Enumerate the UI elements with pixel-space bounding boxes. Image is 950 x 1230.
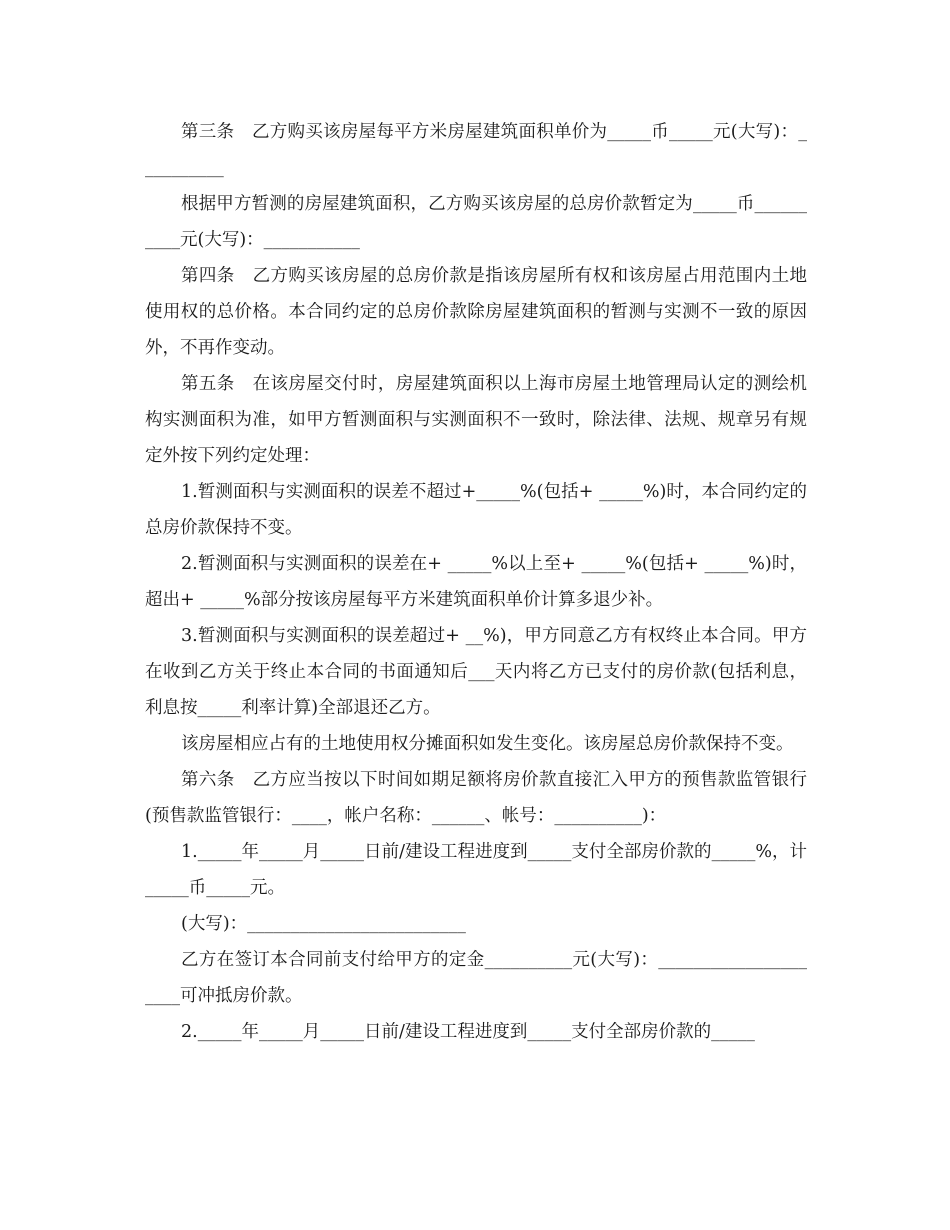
paragraph-article-3: 第三条 乙方购买该房屋每平方米房屋建筑面积单价为_____币_____元(大写)：__________ bbox=[145, 122, 807, 178]
paragraph-deposit: 乙方在签订本合同前支付给甲方的定金__________元(大写)：_____________________可冲抵房价款。 bbox=[145, 950, 807, 1006]
paragraph-clause-5-2: 2.暂测面积与实测面积的误差在+ _____%以上至+ _____%(包括+ _____%)时，超出+ _____%部分按该房屋每平方米建筑面积单价计算多退少补。 bbox=[145, 554, 807, 610]
paragraph-payment-2: 2._____年_____月_____日前/建设工程进度到_____支付全部房价款的_____ bbox=[181, 1022, 755, 1042]
paragraph-article-6: 第六条 乙方应当按以下时间如期足额将房价款直接汇入甲方的预售款监管银行(预售款监管银行：____，帐户名称：______、帐号：__________)： bbox=[145, 770, 807, 826]
paragraph-payment-1: 1._____年_____月_____日前/建设工程进度到_____支付全部房价款的_____%，计_____币_____元。 bbox=[145, 842, 807, 898]
paragraph-article-5: 第五条 在该房屋交付时，房屋建筑面积以上海市房屋土地管理局认定的测绘机构实测面积为准，如甲方暂测面积与实测面积不一致时，除法律、法规、规章另有规定外按下列约定处理： bbox=[145, 374, 807, 466]
contract-body bbox=[145, 114, 807, 1050]
paragraph-article-4: 第四条 乙方购买该房屋的总房价款是指该房屋所有权和该房屋占用范围内土地使用权的总价格。本合同约定的总房价款除房屋建筑面积的暂测与实测不一致的原因外，不再作变动。 bbox=[145, 266, 807, 358]
paragraph-total-price-estimate: 根据甲方暂测的房屋建筑面积，乙方购买该房屋的总房价款暂定为_____币__________元(大写)：___________ bbox=[145, 194, 807, 250]
paragraph-clause-5-3: 3.暂测面积与实测面积的误差超过+ __%)，甲方同意乙方有权终止本合同。甲方在收到乙方关于终止本合同的书面通知后___天内将乙方已支付的房价款(包括利息，利息按_____利率计算)全部退还乙方。 bbox=[145, 626, 807, 718]
paragraph-land-use-area: 该房屋相应占有的土地使用权分摊面积如发生变化。该房屋总房价款保持不变。 bbox=[181, 734, 794, 754]
paragraph-payment-1-capital: (大写)：_________________________ bbox=[181, 914, 466, 934]
paragraph-clause-5-1: 1.暂测面积与实测面积的误差不超过+_____%(包括+ _____%)时，本合同约定的总房价款保持不变。 bbox=[145, 482, 807, 538]
